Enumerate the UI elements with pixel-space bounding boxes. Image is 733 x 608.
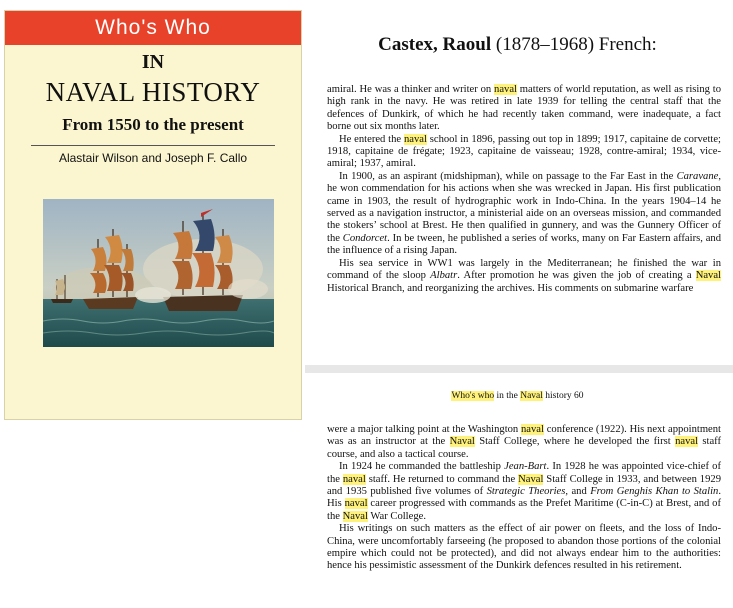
cover-title: NAVAL HISTORY (45, 77, 261, 107)
page1-paragraph-3 (327, 171, 721, 258)
cover-subtitle: From 1550 to the present (62, 115, 244, 134)
text-run: He entered the (339, 133, 404, 145)
text-run: . After promotion he was given the job of creating a (457, 270, 696, 282)
text-run: staff course, and also a tactical course. (327, 436, 722, 460)
italic-text: Albatr (430, 270, 458, 282)
text-run: amiral. He was a thinker and writer on (327, 84, 495, 95)
highlighted-term: naval (494, 84, 517, 95)
highlighted-term: Naval (518, 473, 544, 485)
highlighted-term: Naval (695, 270, 721, 282)
highlighted-term: Naval (520, 391, 543, 401)
cover-authors: Alastair Wilson and Joseph F. Callo (58, 151, 248, 165)
text-run: Historical Branch, and reorganizing the archives. His comments on submarine warfare (327, 282, 694, 294)
page2-paragraph-3 (327, 523, 721, 573)
text-page-2 (305, 376, 730, 608)
text-run: His writings on such matters as the effect of air power on fleets, and the loss of Indo-China, were uncomfortably farseeing (he proposed to abandon those portions of the colonial empire which could not be protected), and did not always endear him to the authorities: hence his pessimistic assessment of the Dunkirk defences resulted in his retirement. (327, 523, 721, 572)
highlighted-term: naval (675, 436, 699, 448)
text-run: history 60 (542, 391, 584, 401)
text-run: school in 1896, passing out top in 1899; 1917, capitaine de corvette; 1918, capitaine de frégate; 1923, capitaine de vaisseau; 1928, contre-amiral; 1934, vice-amiral; 1937, amiral. (327, 133, 721, 170)
highlighted-term: Naval (449, 436, 475, 448)
page1-paragraph-4 (327, 258, 721, 295)
text-run: . In 1928 he was appointed vice-chief of the (327, 461, 722, 485)
highlighted-term: naval (344, 498, 368, 510)
page1-body (327, 84, 721, 295)
text-run: matters of world reputation, as well as rising to high rank in the navy. He was retired in late 1939 for telling the central staff that the defences of Dunkirk, of which he had recently taken command, were inadequate, a fact borne out six months later. (327, 84, 721, 133)
book-cover (4, 10, 302, 420)
italic-text: Jean-Bart (504, 461, 547, 473)
text-run: Staff College in 1933, and between 1929 and 1935 published five volumes of (327, 473, 721, 498)
text-run: in the (494, 391, 521, 401)
highlighted-term: naval (403, 133, 427, 145)
cover-in-word: IN (141, 51, 165, 73)
page2-body (327, 424, 721, 573)
page1-paragraph-2 (327, 134, 721, 171)
italic-text: Strategic Theories (486, 486, 566, 498)
text-run: career progressed with commands as the Prefet Maritime (C-in-C) at Brest, and of the (327, 498, 721, 522)
highlighted-term: Naval (342, 510, 368, 522)
page-separator (305, 365, 733, 373)
text-run: Staff College, where he developed the first (474, 436, 676, 448)
highlighted-term: naval (521, 424, 544, 435)
highlighted-term: naval (342, 473, 366, 485)
text-run: were a major talking point at the Washington (327, 424, 521, 435)
text-run: His sea service in WW1 was largely in the Mediterranean; he finished the war in command of the sloop (327, 257, 721, 282)
italic-text: Condorcet (342, 232, 388, 244)
page2-paragraph-1 (327, 424, 721, 461)
text-run: , he won commendation for his actions when she was wrecked in Japan. His first publication came in 1903, the result of hydrographic work in Indo-China. In the years 1904–14 he served as a navigation instructor, a ministerial aide on an overseas mission, and commanded the stokers’ school at Brest. He then qualified in gunnery, and was the Gunnery Officer of the (327, 170, 721, 244)
page2-paragraph-2 (327, 461, 721, 523)
text-run: In 1900, as an aspirant (midshipman), while on passage to the Far East in the (339, 170, 677, 182)
cover-series-band: Who's Who (5, 11, 301, 45)
text-run: War College. (367, 510, 426, 522)
cover-ship-painting (43, 199, 274, 347)
text-run: In 1924 he commanded the battleship (339, 461, 505, 473)
italic-text: Caravane (676, 170, 719, 182)
entry-heading-name: Castex, Raoul (378, 34, 492, 55)
text-page-1 (305, 0, 730, 362)
entry-heading (305, 34, 730, 56)
entry-heading-dates: (1878–1968) French: (491, 34, 657, 55)
cover-divider (31, 145, 275, 146)
page1-paragraph-1 (327, 84, 721, 134)
text-run: . His (327, 486, 722, 510)
text-run: conference (1922). His next appointment was as an instructor at the (327, 424, 721, 448)
italic-text: From Genghis Khan to Stalin (590, 486, 719, 498)
highlighted-term: Who's who (451, 391, 495, 401)
running-head (305, 391, 730, 401)
text-run: , and (565, 486, 591, 498)
text-run: staff. He returned to command the (365, 473, 519, 485)
text-run: . In be tween, he published a series of works, many on Far Eastern affairs, and the influence of a rising Japan. (327, 232, 721, 257)
